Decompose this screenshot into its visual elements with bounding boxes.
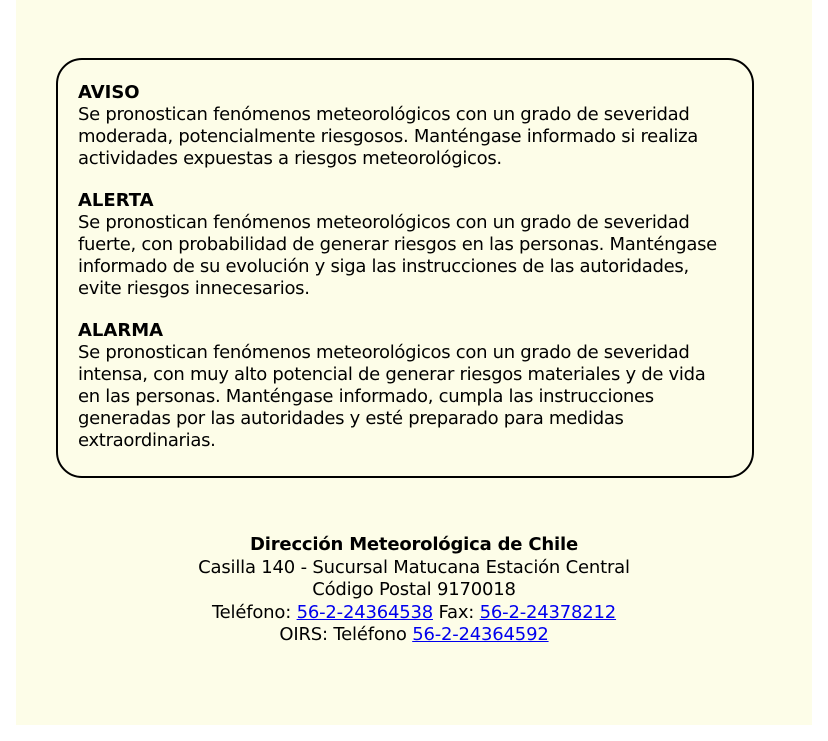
level-title: ALARMA [78, 320, 164, 341]
postal-code: Código Postal 9170018 [312, 579, 516, 600]
description-line: intensa, con muy alto potencial de generar riesgos materiales y de vida [78, 364, 706, 385]
level-description [78, 342, 758, 452]
alert-levels-box [56, 58, 754, 478]
fax-label: Fax: [432, 601, 480, 623]
level-alarma [78, 320, 758, 452]
oirs-phone-link[interactable]: 56-2-24364592 [412, 624, 549, 645]
description-line: fuerte, con probabilidad de generar riesgos en las personas. Manténgase [78, 234, 717, 255]
description-line: moderada, potencialmente riesgosos. Manténgase informado si realiza [78, 126, 698, 147]
description-line: informado de su evolución y siga las instrucciones de las autoridades, [78, 256, 689, 277]
description-line: evite riesgos innecesarios. [78, 278, 310, 299]
fax-link[interactable]: 56-2-24378212 [479, 601, 617, 623]
level-title: ALERTA [78, 190, 154, 211]
phone-link[interactable]: 56-2-24364538 [296, 601, 433, 623]
level-description [78, 104, 758, 170]
level-alerta [78, 190, 758, 300]
contact-footer [16, 534, 812, 647]
description-line: Se pronostican fenómenos meteorológicos con un grado de severidad [78, 212, 690, 233]
description-line: generadas por las autoridades y esté preparado para medidas [78, 408, 624, 429]
oirs-label: OIRS: Teléfono [279, 624, 413, 645]
address: Casilla 140 - Sucursal Matucana Estación Central [198, 556, 630, 578]
level-aviso [78, 82, 758, 170]
description-line: Se pronostican fenómenos meteorológicos con un grado de severidad [78, 104, 690, 125]
description-line: en las personas. Manténgase informado, cumpla las instrucciones [78, 386, 654, 407]
description-line: Se pronostican fenómenos meteorológicos con un grado de severidad [78, 342, 690, 363]
phone-label: Teléfono: [211, 601, 297, 623]
organization-name: Dirección Meteorológica de Chile [250, 534, 578, 555]
description-line: actividades expuestas a riesgos meteorológicos. [78, 148, 502, 169]
oirs-line [16, 624, 812, 647]
phone-fax-line [16, 602, 812, 625]
page-content [16, 0, 812, 725]
description-line: extraordinarias. [78, 430, 216, 451]
level-description [78, 212, 758, 300]
level-title: AVISO [78, 82, 140, 103]
